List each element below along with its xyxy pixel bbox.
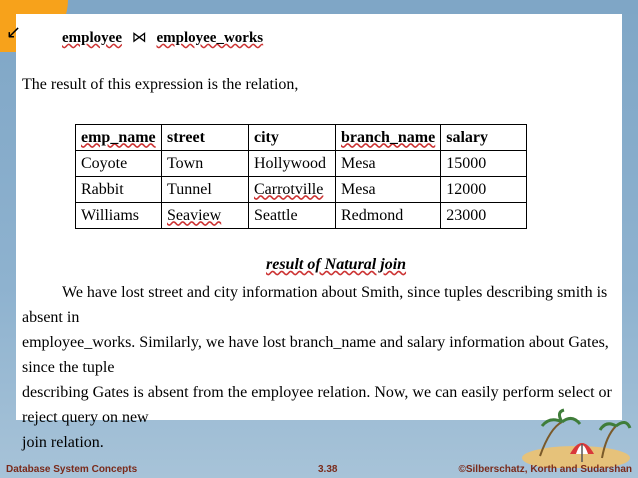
footer-course-title: Database System Concepts [6,464,138,475]
slide-footer [0,462,638,478]
table-cell: 15000 [441,151,527,177]
result-table [75,124,527,229]
table-cell: Williams [76,203,162,229]
table-cell: Redmond [336,203,441,229]
intro-text: The result of this expression is the relation, [22,76,299,93]
table-header-row [76,125,527,151]
table-cell: Mesa [336,177,441,203]
table-cell: Carrotville [249,177,336,203]
header-salary: salary [441,125,527,151]
table-cell: Tunnel [162,177,249,203]
header-branch-name: branch_name [336,125,441,151]
table-row [76,177,527,203]
table-cell: Hollywood [249,151,336,177]
paragraph-line: join relation. [22,434,104,451]
paragraph-line: describing Gates is absent from the employee relation. Now, we can easily perform select or reject query on new [22,384,612,426]
table-cell: Coyote [76,151,162,177]
bullet-mark-icon: ↙ [6,22,22,43]
beach-illustration-icon [520,408,632,468]
join-expression [62,28,263,47]
table-row [76,151,527,177]
table-cell: Mesa [336,151,441,177]
header-emp-name: emp_name [76,125,162,151]
footer-copyright: ©Silberschatz, Korth and Sudarshan [458,464,632,475]
expression-left: employee [62,30,122,46]
top-bar [0,0,638,14]
table-cell: 23000 [441,203,527,229]
paragraph-line: We have lost street and city information about Smith, since tuples describing smith is absent in [22,284,608,326]
footer-slide-number: 3.38 [318,464,338,475]
header-city: city [249,125,336,151]
table-cell: 12000 [441,177,527,203]
table-row [76,203,527,229]
table-caption: result of Natural join [266,256,407,273]
table-cell: Rabbit [76,177,162,203]
join-operator-icon: ⋈ [131,30,147,46]
expression-right: employee_works [156,30,264,46]
table-cell: Seattle [249,203,336,229]
table-cell: Town [162,151,249,177]
paragraph-line: employee_works. Similarly, we have lost branch_name and salary information about Gates, since the tuple [22,334,609,376]
table-cell: Seaview [162,203,249,229]
header-street: street [162,125,249,151]
